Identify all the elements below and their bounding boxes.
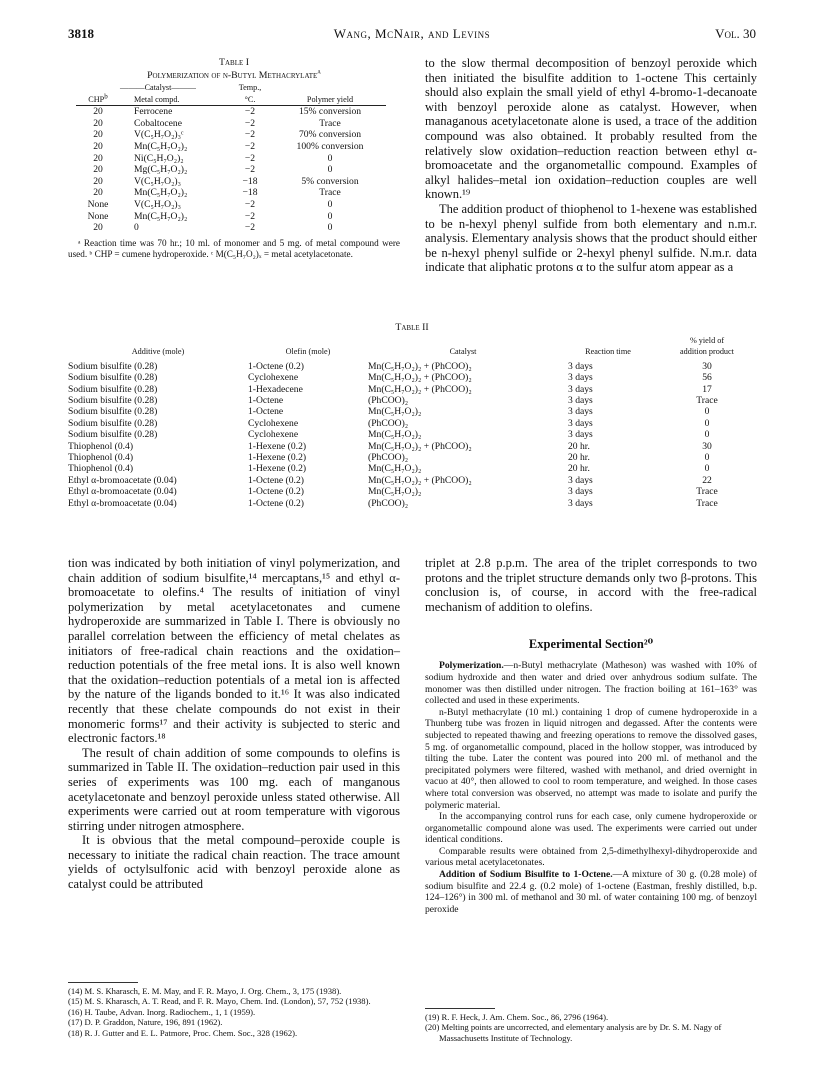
table1-cell-yield: 15% conversion — [298, 106, 362, 118]
left-bottom-text — [68, 556, 400, 892]
table2-cell-time: 20 hr. — [568, 452, 590, 464]
table2-block — [68, 322, 756, 509]
table1-cell-chp: 20 — [93, 129, 103, 141]
table2-row — [68, 498, 756, 509]
table2-cell-time: 3 days — [568, 360, 593, 372]
table2-cell-yield: 17 — [702, 383, 712, 395]
table2-cell-additive: Ethyl α-bromoacetate (0.04) — [68, 486, 177, 498]
running-authors: Wang, McNair, and Levins — [333, 26, 491, 41]
table1-row — [76, 176, 386, 188]
table2-row — [68, 384, 756, 395]
table1-cell-metal: Ni(C₅H₇O₂)₂ — [134, 152, 184, 164]
table2-row — [68, 475, 756, 486]
footnote: (18) R. J. Gutter and E. L. Patmore, Proc. Chem. Soc., 328 (1962). — [68, 1027, 298, 1038]
table1 — [76, 82, 386, 234]
table2-cell-catalyst: Mn(C₅H₇O₂)₂ + (PhCOO)₂ — [368, 360, 472, 372]
table2-cell-catalyst: (PhCOO)₂ — [368, 417, 409, 429]
left-paragraph-3: It is obvious that the metal compound–peroxide couple is necessary to initiate the radical chain reaction. The trace amount yields of octylsulfonic acid with benzoyl peroxide alone as catalyst could be attributed — [68, 833, 400, 892]
table1-cell-yield: 0 — [327, 152, 333, 164]
table2-row — [68, 429, 756, 440]
table1-cell-metal: V(C₅H₇O₂)₃ — [134, 198, 181, 210]
table2-cell-time: 3 days — [568, 497, 593, 509]
table2-cell-yield: Trace — [696, 497, 718, 509]
table2-cell-yield: 0 — [704, 463, 710, 475]
table1-row — [76, 211, 386, 223]
table2-cell-yield: 30 — [702, 360, 712, 372]
table2-cell-olefin: 1-Hexene (0.2) — [248, 463, 307, 475]
footnote: (19) R. F. Heck, J. Am. Chem. Soc., 86, 2796 (1964). — [425, 1012, 609, 1022]
right-top-text — [425, 56, 757, 275]
table2-cell-time: 3 days — [568, 395, 593, 407]
table2-cell-olefin: Cyclohexene — [248, 372, 299, 384]
table2-cell-catalyst: Mn(C₅H₇O₂)₂ — [368, 486, 422, 498]
table2-cell-time: 3 days — [568, 486, 593, 498]
table1-cell-yield: 0 — [327, 198, 333, 210]
table2-cell-yield: Trace — [696, 486, 718, 498]
table1-cell-yield: 70% conversion — [298, 129, 362, 141]
table2-row — [68, 486, 756, 497]
table1-cell-metal: Mn(C₅H₇O₂)₂ — [134, 187, 188, 199]
table2-cell-olefin: 1-Hexene (0.2) — [248, 440, 307, 452]
table1-cell-chp: 20 — [93, 164, 103, 176]
table2-cell-additive: Ethyl α-bromoacetate (0.04) — [68, 497, 177, 509]
addition-paragraph: Addition of Sodium Bisulfite to 1-Octene.—A mixture of 30 g. (0.28 mole) of sodium bisulfite and 22.4 g. (0.2 mole) of 1-octene (Eastman, freshly distilled, b.p. 124–126°) in 300 ml. of methanol and 30 ml. of water containing 100 mg. of benzoyl peroxide — [425, 869, 757, 915]
table2-cell-time: 20 hr. — [568, 463, 590, 475]
right-footnote-rule — [425, 1008, 495, 1009]
table2-cell-additive: Thiophenol (0.4) — [68, 463, 134, 475]
table1-cell-chp: 20 — [93, 117, 103, 129]
table1-cell-temp: −2 — [244, 106, 256, 118]
table2-row — [68, 395, 756, 406]
table2 — [68, 335, 756, 509]
table2-row — [68, 406, 756, 417]
table2-row — [68, 372, 756, 383]
right-paragraph-3: triplet at 2.8 p.p.m. The area of the triplet corresponds to two protons and the triplet structure demands only two β-protons. This conclusion is, of course, in accord with the free-radical mechanism of addition to olefins. — [425, 556, 757, 614]
table2-yield-header: % yield of addition product — [680, 336, 734, 357]
left-footnotes — [68, 986, 400, 1038]
butyl-paragraph: n-Butyl methacrylate (10 ml.) containing 1 drop of cumene hydroperoxide in a Thunberg tube was frozen in liquid nitrogen and degassed. After the contents were subjected to repeated thawing and freezing operations to remove the dissolved gases, 5 mg. of organometallic compound, placed in the hollow stopper, was introduced by tilting the tube. Later the content was poured into 200 ml. of methanol and the precipitated polymers were filtered, washed with methanol, and dried overnight in vacuo at 40°, then allowed to cool to room temperature, and weighed. In those cases where total conversion was observed, no attempt was made to isolate and purify the polymeric material. — [425, 706, 757, 811]
table2-cell-yield: 30 — [702, 440, 712, 452]
table1-cell-temp: −2 — [244, 140, 256, 152]
table2-cell-yield: Trace — [696, 395, 718, 407]
table2-cell-catalyst: Mn(C₅H₇O₂)₂ — [368, 463, 422, 475]
table2-additive-header: Additive (mole) — [131, 347, 185, 357]
table1-cell-temp: −2 — [244, 152, 256, 164]
table2-title: Table II — [395, 322, 429, 333]
table1-cell-temp: −18 — [242, 187, 258, 199]
table2-cell-olefin: 1-Octene — [248, 395, 284, 407]
table1-cell-chp: 20 — [93, 175, 103, 187]
table1-cell-yield: Trace — [319, 117, 341, 129]
table2-cell-catalyst: (PhCOO)₂ — [368, 497, 409, 509]
table1-cell-temp: −2 — [244, 129, 256, 141]
table2-cell-olefin: 1-Hexene (0.2) — [248, 452, 307, 464]
left-footnote-rule — [68, 982, 138, 983]
polymerization-paragraph: Polymerization.—n-Butyl methacrylate (Matheson) was washed with 10% of sodium hydroxide and then water and dried over anhydrous sodium sulfate. The monomer was then distilled under nitrogen. The fraction boiling at 161–163° was collected and used in these experiments. — [425, 660, 757, 707]
table2-cell-catalyst: Mn(C₅H₇O₂)₂ + (PhCOO)₂ — [368, 440, 472, 452]
left-paragraph-2: The result of chain addition of some compounds to olefins is summarized in Table II. The oxidation–reduction pair used in this series of experiments was 100 mg. each of manganous acetylacetonate and benzoyl peroxide unless stated otherwise. All experiments were carried out at room temperature with vigorous stirring under nitrogen atmosphere. — [68, 745, 400, 833]
section-title: Experimental Section²⁰ — [528, 637, 654, 652]
compare-paragraph: Comparable results were obtained from 2,5-dimethylhexyl-dihydroperoxide and various metal acetylacetonates. — [425, 845, 757, 869]
table2-cell-yield: 56 — [702, 372, 712, 384]
table2-cell-olefin: 1-Octene (0.2) — [248, 486, 304, 498]
table1-cell-yield: 0 — [327, 222, 333, 234]
table1-cell-metal: Mg(C₅H₇O₂)₂ — [134, 164, 188, 176]
table2-cell-time: 3 days — [568, 474, 593, 486]
table2-cell-olefin: Cyclohexene — [248, 429, 299, 441]
table1-row — [76, 129, 386, 141]
table2-cell-olefin: 1-Octene (0.2) — [248, 497, 304, 509]
table1-footnote: ᵃ Reaction time was 70 hr.; 10 ml. of monomer and 5 mg. of metal compound were used. ᵇ CHP = cumene hydroperoxide. ᶜ M(C₅H₇O₂)ₓ = metal acetylacetonate. — [68, 237, 400, 260]
table1-cell-chp: None — [87, 198, 109, 210]
table1-cell-chp: None — [87, 210, 109, 222]
table1-subtitle: Polymerization of n-Butyl Methacrylate$^a$ — [147, 67, 321, 81]
right-paragraph-2: The addition product of thiophenol to 1-hexene was established to be n-hexyl phenyl sulfide from both elementary and n.m.r. analysis. Elementary analysis shows that the product should either be n-hexyl phenyl sulfide or 2-hexyl phenyl sulfide. N.m.r. data indicate that aliphatic protons α to the sulfur atom appear as a — [425, 201, 757, 275]
table1-cell-temp: −2 — [244, 210, 256, 222]
table1-row — [76, 141, 386, 153]
table2-cell-yield: 22 — [702, 474, 712, 486]
table2-row — [68, 418, 756, 429]
table1-cell-metal: Cobaltocene — [134, 117, 182, 129]
table2-cell-yield: 0 — [704, 452, 710, 464]
table2-cell-additive: Sodium bisulfite (0.28) — [68, 406, 158, 418]
table1-cell-chp: 20 — [93, 106, 103, 118]
table2-cell-yield: 0 — [704, 406, 710, 418]
table2-cell-additive: Thiophenol (0.4) — [68, 440, 134, 452]
table1-cell-yield: 0 — [327, 210, 333, 222]
table1-cell-chp: 20 — [93, 187, 103, 199]
table2-cell-additive: Sodium bisulfite (0.28) — [68, 360, 158, 372]
table1-block — [68, 56, 400, 261]
table2-cell-catalyst: (PhCOO)₂ — [368, 395, 409, 407]
footnote: (14) M. S. Kharasch, E. M. May, and F. R. Mayo, J. Org. Chem., 3, 175 (1938). — [68, 986, 342, 996]
table1-cell-temp: −2 — [244, 117, 256, 129]
footnote: (20) Melting points are uncorrected, and elementary analysis are by Dr. S. M. Nagy of Massachusetts Institute of Technology. — [425, 1022, 722, 1043]
table1-temp-unit: °C. — [226, 94, 274, 106]
table1-row — [76, 187, 386, 199]
table1-cell-yield: Trace — [319, 187, 341, 199]
table1-cell-temp: −2 — [244, 222, 256, 234]
right-footnotes — [425, 1012, 757, 1043]
table2-cell-additive: Thiophenol (0.4) — [68, 452, 134, 464]
table1-cell-metal: Mn(C₅H₇O₂)₂ — [134, 140, 188, 152]
table2-cell-catalyst: (PhCOO)₂ — [368, 452, 409, 464]
table2-cell-additive: Sodium bisulfite (0.28) — [68, 417, 158, 429]
table2-row — [68, 463, 756, 474]
table2-cell-time: 3 days — [568, 383, 593, 395]
table2-cell-additive: Ethyl α-bromoacetate (0.04) — [68, 474, 177, 486]
table1-cell-temp: −2 — [244, 164, 256, 176]
volume-label: Vol. 30 — [715, 26, 756, 41]
table1-row — [76, 222, 386, 234]
table1-title: Table I — [219, 57, 249, 68]
table2-cell-catalyst: Mn(C₅H₇O₂)₂ + (PhCOO)₂ — [368, 474, 472, 486]
table2-cell-catalyst: Mn(C₅H₇O₂)₂ — [368, 406, 422, 418]
table2-cell-time: 20 hr. — [568, 440, 590, 452]
table1-cell-metal: Mn(C₅H₇O₂)₂ — [134, 210, 188, 222]
table2-cell-olefin: 1-Hexadecene — [248, 383, 303, 395]
table2-cell-olefin: 1-Octene (0.2) — [248, 474, 304, 486]
table1-cell-metal: 0 — [134, 222, 139, 234]
table1-group-header: ———Catalyst——— — [120, 83, 196, 92]
table1-cell-metal: V(C₅H₇O₂)₃ᶜ — [134, 129, 184, 141]
table1-chp-header: CHP$^b$ — [76, 94, 120, 106]
table2-time-header: Reaction time — [585, 347, 631, 357]
table2-cell-time: 3 days — [568, 429, 593, 441]
table2-catalyst-header: Catalyst — [449, 347, 477, 357]
table2-cell-time: 3 days — [568, 406, 593, 418]
table1-yield-header: Polymer yield — [274, 94, 386, 106]
table1-row — [76, 118, 386, 130]
table2-cell-catalyst: Mn(C₅H₇O₂)₂ — [368, 429, 422, 441]
table2-cell-yield: 0 — [704, 429, 710, 441]
table1-row — [76, 106, 386, 118]
table1-cell-temp: −18 — [242, 175, 258, 187]
table2-cell-olefin: 1-Octene (0.2) — [248, 360, 304, 372]
table2-cell-time: 3 days — [568, 417, 593, 429]
table2-cell-time: 3 days — [568, 372, 593, 384]
table2-olefin-header: Olefin (mole) — [285, 347, 331, 357]
table2-cell-catalyst: Mn(C₅H₇O₂)₂ + (PhCOO)₂ — [368, 372, 472, 384]
table2-cell-additive: Sodium bisulfite (0.28) — [68, 429, 158, 441]
table1-cell-yield: 100% conversion — [296, 140, 364, 152]
table2-cell-yield: 0 — [704, 417, 710, 429]
table1-cell-yield: 0 — [327, 164, 333, 176]
table2-cell-additive: Sodium bisulfite (0.28) — [68, 383, 158, 395]
table2-cell-olefin: 1-Octene — [248, 406, 284, 418]
right-bottom-text — [425, 556, 757, 915]
footnote: (15) M. S. Kharasch, A. T. Read, and F. R. Mayo, Chem. Ind. (London), 57, 752 (1938). — [68, 996, 371, 1007]
table1-cell-yield: 5% conversion — [301, 175, 359, 187]
table2-row — [68, 452, 756, 463]
table1-cell-metal: V(C₅H₇O₂)₃ — [134, 175, 181, 187]
table1-cell-metal: Ferrocene — [134, 106, 173, 118]
table1-cell-chp: 20 — [93, 222, 103, 234]
table1-cell-temp: −2 — [244, 198, 256, 210]
table2-row — [68, 441, 756, 452]
running-header — [68, 26, 756, 44]
table2-cell-additive: Sodium bisulfite (0.28) — [68, 372, 158, 384]
footnote: (16) H. Taube, Advan. Inorg. Radiochem., 1, 1 (1959). — [68, 1006, 256, 1017]
table1-cell-chp: 20 — [93, 140, 103, 152]
table1-metal-header: Metal compd. — [120, 94, 226, 106]
control-paragraph: In the accompanying control runs for each case, only cumene hydroperoxide or organometallic compound alone was used. The experiments were carried out under identical conditions. — [425, 811, 757, 846]
table2-row — [68, 361, 756, 372]
table2-cell-additive: Sodium bisulfite (0.28) — [68, 395, 158, 407]
table2-cell-olefin: Cyclohexene — [248, 417, 299, 429]
table1-cell-chp: 20 — [93, 152, 103, 164]
page-number: 3818 — [68, 26, 94, 41]
left-paragraph-1: tion was indicated by both initiation of vinyl polymerization, and chain addition of sodium bisulfite,¹⁴ mercaptans,¹⁵ and ethyl α-bromoacetate to olefins.⁴ The results of initiation of vinyl polymerization by metal acetylacetonates and cumene hydroperoxide are summarized in Table I. There is obviously no parallel correlation between the efficiency of metal chelates as initiators of free-radical chain reactions and the oxidation–reduction potentials of the free metal ions. It is also well known that the oxidation–reduction potentials of a metal ion is affected by the nature of the ligands bonded to it.¹⁶ It was also indicated recently that these chelate compounds do not exist in their monomeric forms¹⁷ and their activity is subjected to steric and electronic factors.¹⁸ — [68, 556, 400, 746]
footnote: (17) D. P. Graddon, Nature, 196, 891 (1962). — [68, 1017, 223, 1028]
table1-row — [76, 164, 386, 176]
table1-row — [76, 199, 386, 211]
right-paragraph-1: to the slow thermal decomposition of benzoyl peroxide which then initiated the bisulfite addition to 1-octene This certainly should also explain the small yield of ethyl 4-bromo-1-decanoate with benzoyl peroxide alone as catalyst. However, when managanous acetylacetonate alone is used, a trace of the addition compound was also obtained. It probably resulted from the relatively slow oxidation–reduction reaction between ethyl α-bromoacetate and the organometallic compound. Examples of alkyl halides–metal ion oxidation–reduction couples are well known.¹⁹ — [425, 56, 757, 202]
table1-row — [76, 153, 386, 165]
table2-cell-catalyst: Mn(C₅H₇O₂)₂ + (PhCOO)₂ — [368, 383, 472, 395]
table1-temp-header: Temp., — [238, 83, 262, 92]
